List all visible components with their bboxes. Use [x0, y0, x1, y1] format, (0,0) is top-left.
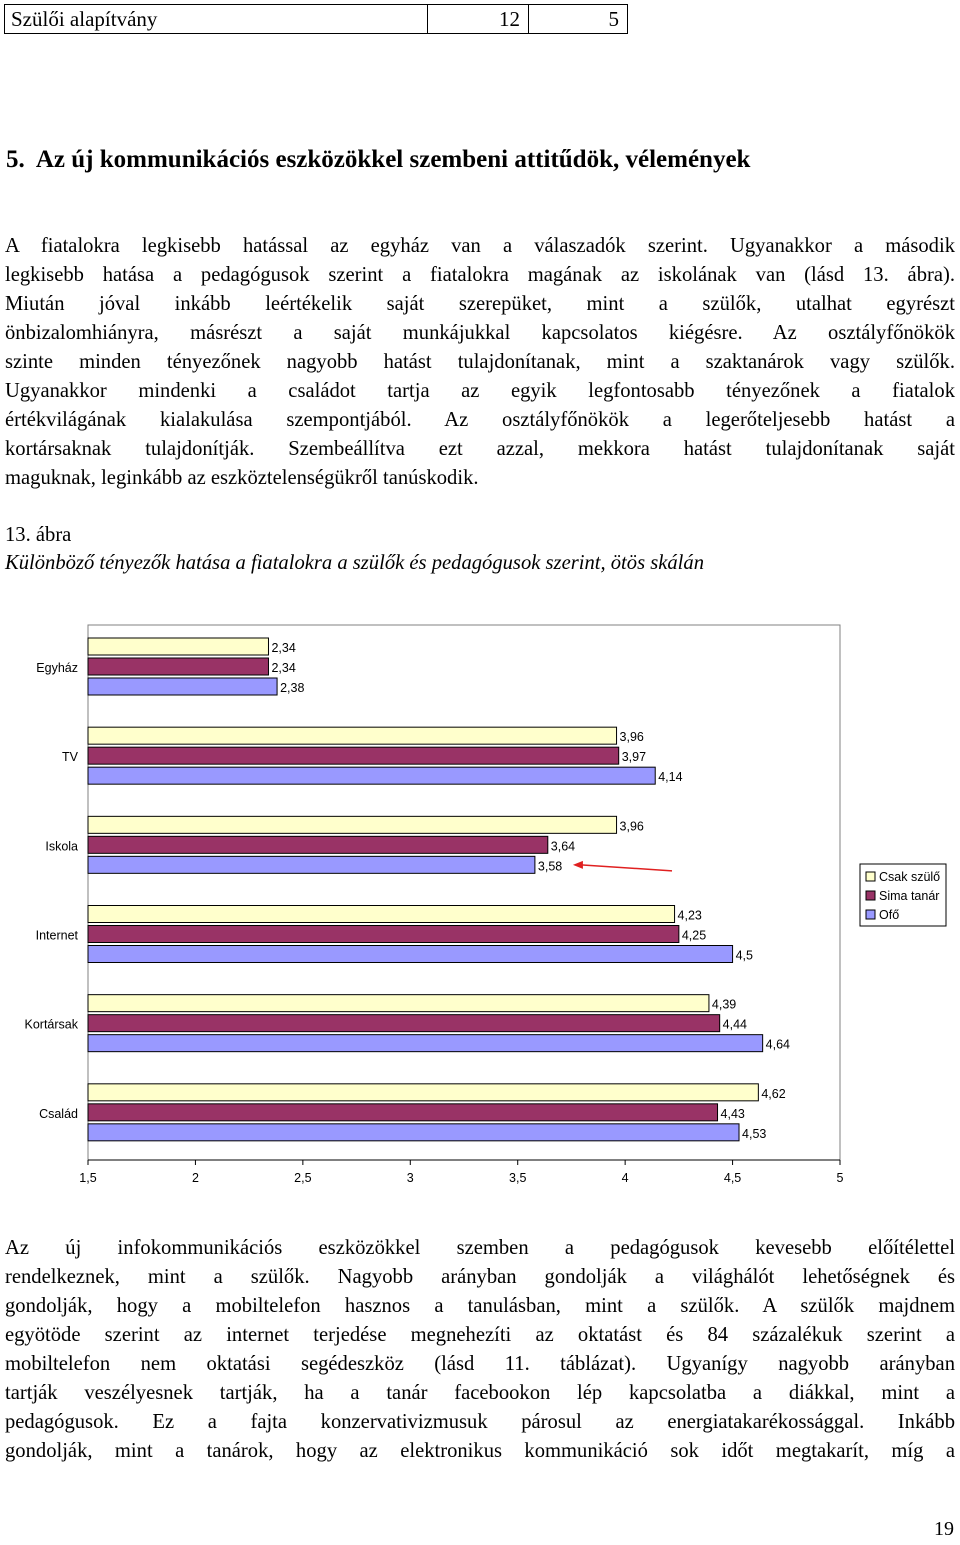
paragraph-1 — [5, 232, 955, 493]
category-label: Iskola — [45, 839, 78, 854]
bar-család-1 — [88, 1104, 718, 1121]
section-number: 5. — [6, 146, 25, 173]
x-tick-label: 3 — [406, 1171, 414, 1185]
paragraph-line: Az új infokommunikációs eszközökkel szemben a pedagógusok kevesebb előítélettel — [5, 1237, 955, 1259]
section-heading — [6, 146, 750, 174]
header-title: Szülői alapítvány — [5, 5, 428, 34]
paragraph-line: egyötöde szerint az internet terjedése megnehezíti az oktatást és 84 százalékuk szerint a — [5, 1324, 955, 1346]
paragraph-line: gondolják, mint a tanárok, hogy az elektronikus kommunikáció sok időt megtakarít, míg a — [5, 1440, 955, 1462]
legend-swatch — [866, 872, 875, 881]
bar-internet-2 — [88, 946, 733, 963]
paragraph-line: pedagógusok. Ez a fajta konzervativizmusuk párosul az energiatakarékossággal. Inkább — [5, 1411, 955, 1433]
data-label: 4,53 — [742, 1126, 767, 1141]
bar-iskola-2 — [88, 856, 535, 873]
bar-egyház-1 — [88, 658, 268, 675]
bar-egyház-2 — [88, 678, 277, 695]
x-tick-label: 2,5 — [294, 1171, 312, 1185]
paragraph-line: értékvilágának kialakulása szempontjából. Az osztályfőnökök a legerőteljesebb hatást a — [5, 409, 955, 431]
category-label: Család — [39, 1106, 78, 1121]
data-label: 4,62 — [761, 1086, 786, 1101]
paragraph-line: A fiatalokra legkisebb hatással az egyház van a válaszadók szerint. Ugyanakkor a második — [5, 235, 955, 257]
data-label: 4,25 — [681, 928, 707, 943]
x-tick-label: 2 — [191, 1171, 199, 1185]
data-label: 4,23 — [677, 908, 702, 923]
page-number: 19 — [934, 1518, 954, 1540]
paragraph-line: gondolják, hogy a mobiltelefon hasznos a tanulásban, mint a szülők. A szülők majdnem — [5, 1295, 955, 1317]
paragraph-line: rendelkeznek, mint a szülők. Nagyobb arányban gondolják a világhálót lehetőségnek és — [5, 1266, 955, 1288]
bar-tv-0 — [88, 727, 617, 744]
category-label: Egyház — [36, 661, 78, 675]
legend-label: Ofő — [879, 908, 900, 922]
data-label: 2,34 — [271, 641, 296, 655]
bar-chart — [0, 600, 960, 1200]
paragraph-line: legkisebb hatása a pedagógusok szerint a fiatalokra magának az iskolának van (lásd 13. ábra). — [5, 264, 955, 286]
figure-number: 13. ábra — [5, 524, 72, 546]
bar-iskola-1 — [88, 836, 548, 853]
category-label: Kortársak — [24, 1017, 78, 1032]
data-label: 3,96 — [619, 730, 644, 745]
x-tick-label: 4 — [621, 1171, 629, 1185]
legend-swatch — [866, 910, 875, 919]
bar-iskola-0 — [88, 816, 617, 833]
x-tick-label: 4,5 — [723, 1171, 742, 1185]
data-label: 3,96 — [619, 819, 644, 834]
data-label: 4,5 — [735, 948, 753, 963]
data-label: 2,38 — [280, 681, 305, 695]
paragraph-line: tartják veszélyesnek tartják, ha a tanár facebookon lép kapcsolatba a diákkal, mint a — [5, 1382, 955, 1404]
paragraph-line: maguknak, leginkább az eszköztelenségükről tanúskodik. — [5, 467, 479, 489]
data-label: 3,97 — [621, 750, 647, 765]
bar-tv-1 — [88, 747, 619, 764]
paragraph-line: Miután jóval inkább leértékelik saját szerepüket, mint a szülők, utalhat egyrészt — [5, 293, 955, 315]
data-label: 4,14 — [658, 770, 683, 785]
paragraph-line: Ugyanakkor mindenki a családot tartja az egyik legfontosabb tényezőnek a fiatalok — [5, 380, 955, 402]
legend-label: Csak szülő — [879, 870, 941, 884]
data-label: 3,64 — [550, 839, 576, 854]
header-col2: 12 — [428, 5, 529, 34]
paragraph-2 — [5, 1234, 955, 1466]
plot-area — [88, 625, 840, 1160]
bar-internet-0 — [88, 906, 675, 923]
section-title: Az új kommunikációs eszközökkel szembeni attitűdök, vélemények — [35, 146, 751, 173]
data-label: 4,44 — [722, 1017, 748, 1032]
category-label: Internet — [35, 928, 78, 943]
x-tick-label: 3,5 — [509, 1171, 527, 1185]
data-label: 2,34 — [271, 661, 296, 675]
bar-kortársak-0 — [88, 995, 709, 1012]
data-label: 4,43 — [720, 1106, 745, 1121]
header-col3: 5 — [529, 5, 628, 34]
legend-swatch — [866, 891, 875, 900]
paragraph-line: mobiltelefon nem oktatási segédeszköz (lásd 11. táblázat). Ugyanígy nagyobb arányban — [5, 1353, 955, 1375]
legend-label: Sima tanár — [879, 889, 940, 903]
header-table — [4, 4, 628, 34]
bar-kortársak-1 — [88, 1015, 720, 1032]
paragraph-line: szinte minden tényezőnek nagyobb hatást tulajdonítanak, mint a szaktanárok vagy szülők. — [5, 351, 955, 373]
category-label: TV — [62, 750, 78, 765]
bar-internet-1 — [88, 926, 679, 943]
paragraph-line: önbizalomhiányra, másrészt a saját munkájukkal kapcsolatos kiégésre. Az osztályfőnökök — [5, 322, 955, 344]
data-label: 4,39 — [711, 997, 737, 1012]
bar-egyház-0 — [88, 638, 268, 655]
x-tick-label: 1,5 — [79, 1171, 97, 1185]
bar-család-0 — [88, 1084, 758, 1101]
figure-caption: Különböző tényezők hatása a fiatalokra a szülők és pedagógusok szerint, ötös skálán — [5, 552, 705, 574]
x-tick-label: 5 — [836, 1171, 844, 1185]
bar-tv-2 — [88, 767, 655, 784]
bar-család-2 — [88, 1124, 739, 1141]
data-label: 4,64 — [765, 1037, 790, 1052]
paragraph-line: kortársaknak tulajdonítják. Szembeállítva ezt azzal, mekkora hatást tulajdonítanak saját — [5, 438, 955, 460]
data-label: 3,58 — [537, 859, 563, 874]
bar-kortársak-2 — [88, 1035, 763, 1052]
